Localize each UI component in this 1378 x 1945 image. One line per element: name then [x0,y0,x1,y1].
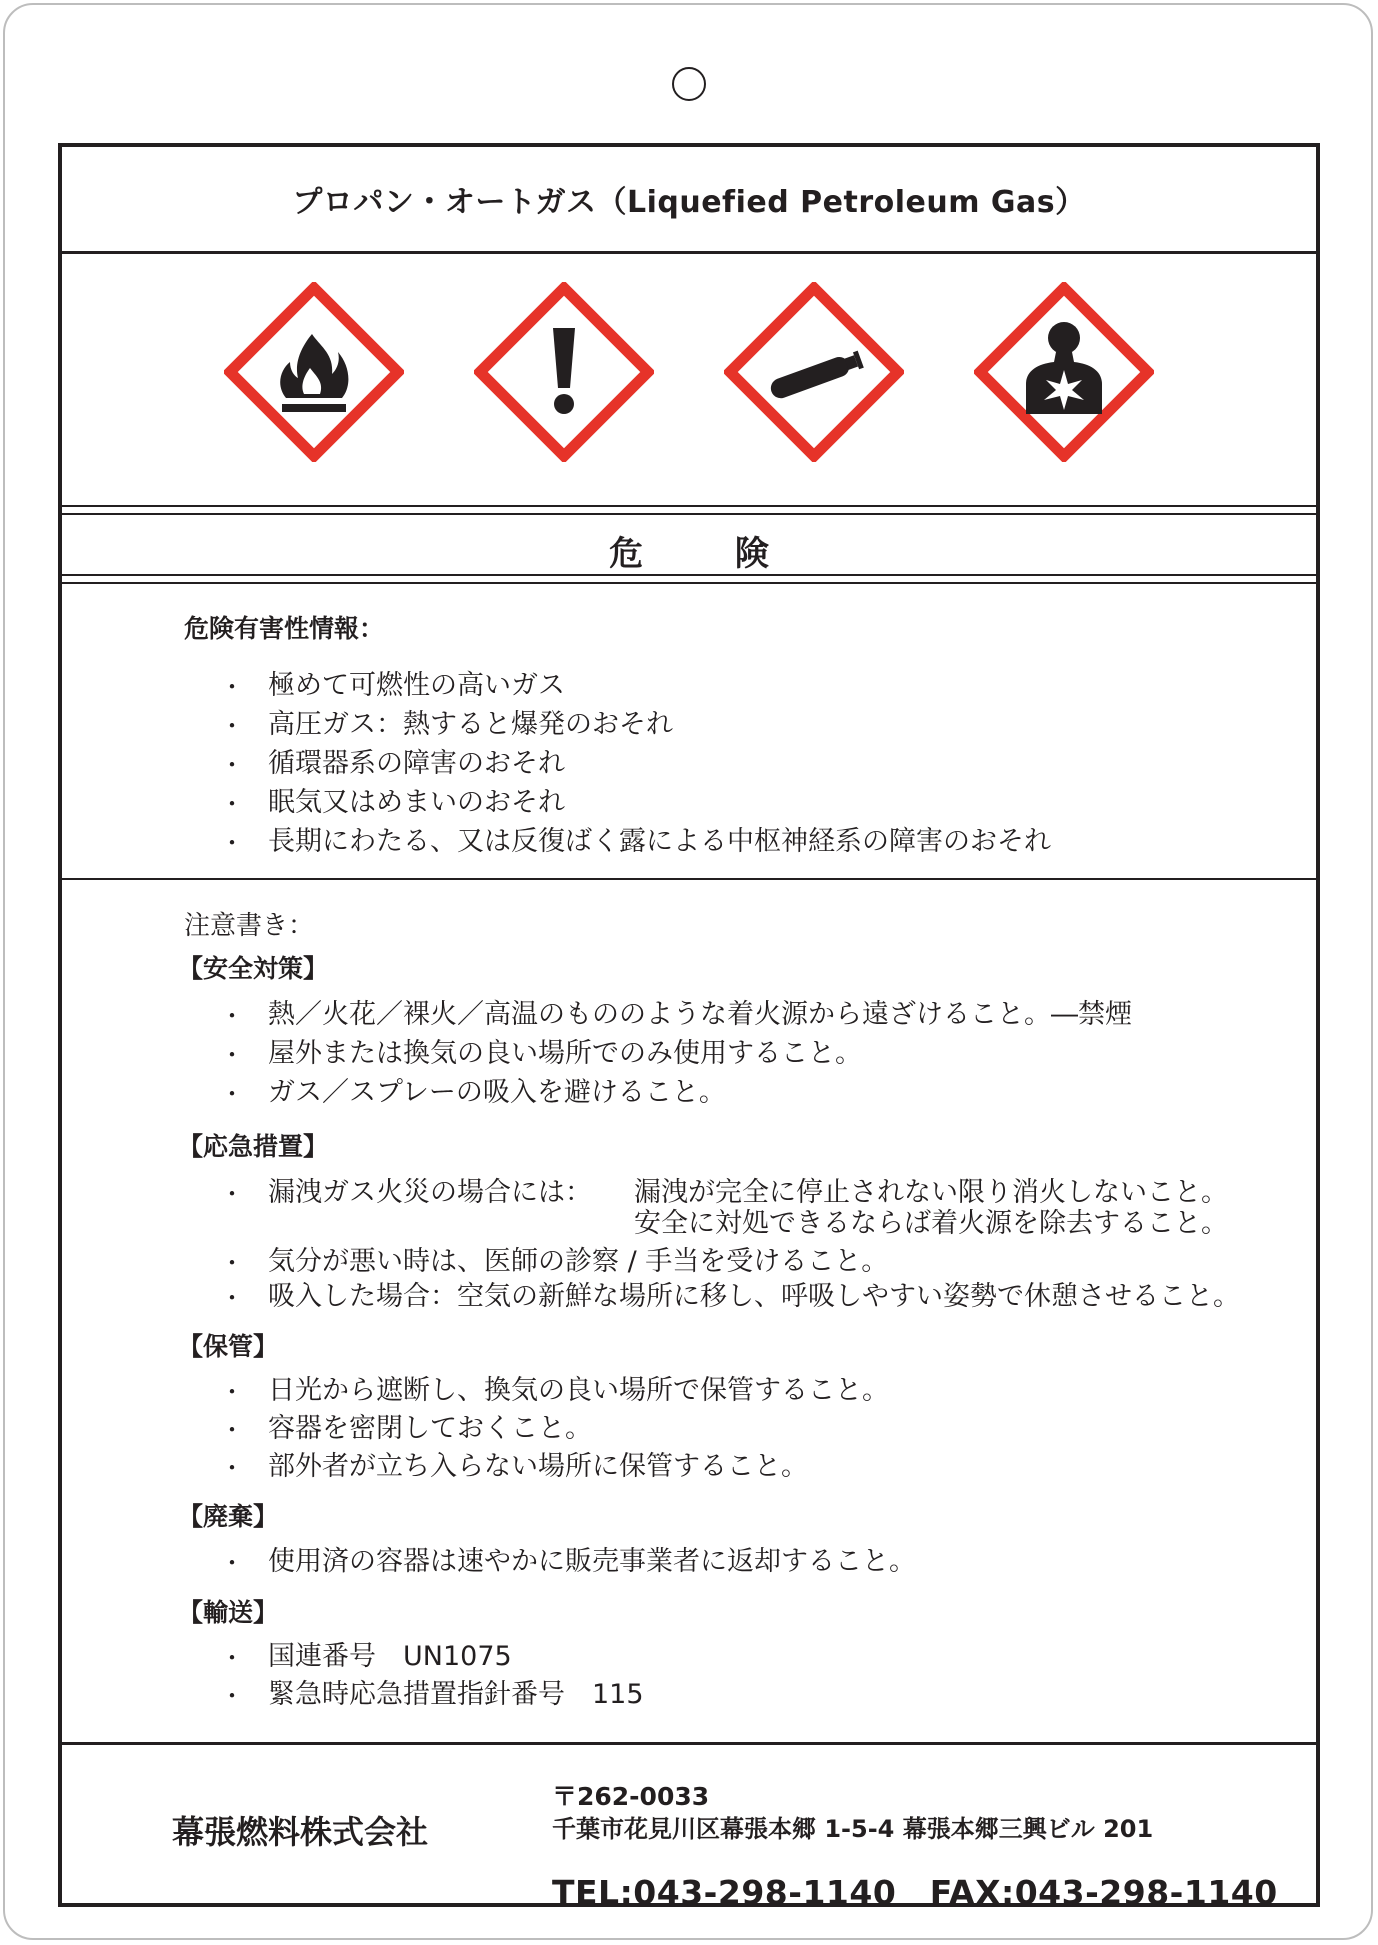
hazard-heading: 危険有害性情報： [184,614,385,643]
exclamation-mark-icon [474,282,654,462]
response-item: 安全に対処できるならば着火源を除去すること。 [634,1208,1228,1239]
hazard-item: 循環器系の障害のおそれ [268,748,565,779]
bullet: ・ [220,1378,244,1406]
bullet: ・ [220,751,244,779]
prevention-item: ガス／スプレーの吸入を避けること。 [268,1077,726,1108]
bullet: ・ [220,1041,244,1069]
label-frame [58,143,1320,1912]
signal-word: 危 険 [609,533,809,574]
bullet: ・ [220,1682,244,1710]
hanging-hole [672,67,706,101]
disposal-item: 使用済の容器は速やかに販売事業者に返却すること。 [268,1546,916,1577]
bullet: ・ [220,712,244,740]
response-item: 気分が悪い時は、医師の診察 / 手当を受けること。 [268,1246,889,1277]
bullet: ・ [220,673,244,701]
hazard-item: 長期にわたる、又は反復ばく露による中枢神経系の障害のおそれ [268,826,1051,857]
postal-code: 〒262-0033 [552,1782,710,1811]
response-item: 漏洩が完全に停止されない限り消火しないこと。 [634,1177,1228,1208]
bullet: ・ [220,829,244,857]
bullet: ・ [220,1644,244,1672]
divider [62,513,1316,515]
gas-cylinder-icon [724,282,904,462]
bullet: ・ [220,1416,244,1444]
hazard-item: 極めて可燃性の高いガス [268,670,565,701]
storage-item: 日光から遮断し、換気の良い場所で保管すること。 [268,1375,889,1406]
bullet: ・ [220,1284,244,1312]
prevention-heading: 【安全対策】 [178,954,329,983]
bullet: ・ [220,1002,244,1030]
health-hazard-icon [974,282,1154,462]
prevention-item: 屋外または換気の良い場所でのみ使用すること。 [268,1038,862,1069]
company-name: 幕張燃料株式会社 [172,1813,429,1851]
hazard-item: 眠気又はめまいのおそれ [268,787,565,818]
company-address: 千葉市花見川区幕張本郷 1-5-4 幕張本郷三興ビル 201 [552,1815,1154,1843]
storage-heading: 【保管】 [178,1332,279,1361]
divider [62,505,1316,507]
transport-item: 国連番号 UN1075 [268,1641,512,1672]
divider [62,574,1316,576]
transport-heading: 【輸送】 [178,1598,279,1627]
bullet: ・ [220,1549,244,1577]
storage-item: 部外者が立ち入らない場所に保管すること。 [268,1451,808,1482]
pictogram-row [62,254,1316,504]
divider [62,878,1316,880]
bullet: ・ [220,1249,244,1277]
bullet: ・ [220,790,244,818]
bullet: ・ [220,1180,244,1208]
response-item: 吸入した場合：空気の新鮮な場所に移し、呼吸しやすい姿勢で休憩させること。 [268,1281,1240,1312]
divider [62,1742,1316,1745]
response-item-label: 漏洩ガス火災の場合には： [268,1177,592,1208]
bullet: ・ [220,1454,244,1482]
transport-item: 緊急時応急措置指針番号 115 [268,1679,644,1710]
precautions-heading: 注意書き： [184,911,315,941]
disposal-heading: 【廃棄】 [178,1502,279,1531]
prevention-item: 熱／火花／裸火／高温のもののような着火源から遠ざけること。―禁煙 [268,999,1132,1030]
response-heading: 【応急措置】 [178,1132,329,1161]
hazard-item: 高圧ガス：熱すると爆発のおそれ [268,709,673,740]
product-title: プロパン・オートガス（Liquefied Petroleum Gas） [292,185,1086,220]
contact-numbers: TEL:043-298-1140 FAX:043-298-1140 [552,1873,1278,1912]
storage-item: 容器を密閉しておくこと。 [268,1413,592,1444]
flame-icon [224,282,404,462]
divider [62,582,1316,584]
bullet: ・ [220,1080,244,1108]
